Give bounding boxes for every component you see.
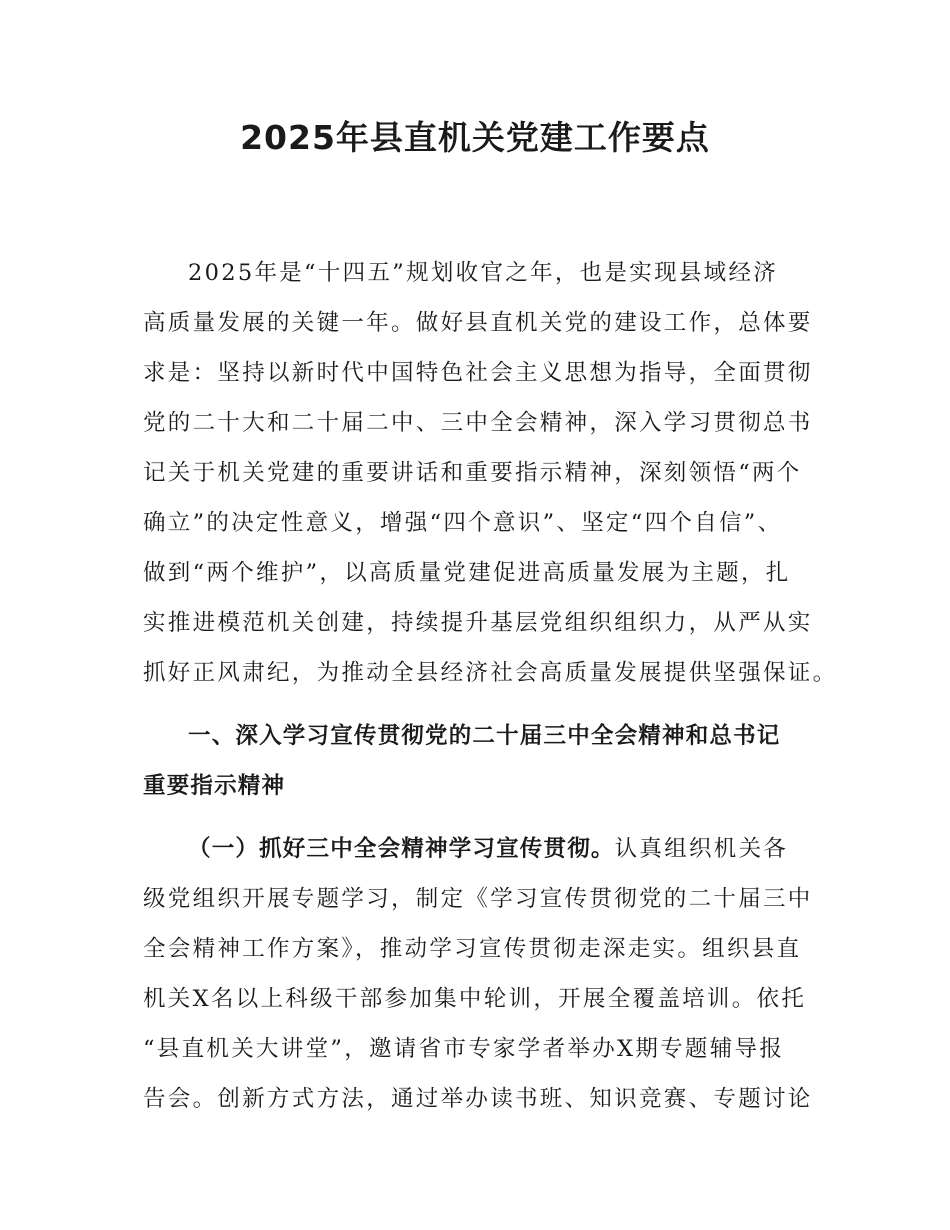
intro-line-5: 记关于机关党建的重要讲话和重要指示精神，深刻领悟“两个 bbox=[143, 460, 802, 486]
intro-line-2: 高质量发展的关键一年。做好县直机关党的建设工作，总体要 bbox=[143, 310, 813, 336]
intro-line-6: 确立”的决定性意义，增强“四个意识”、坚定“四个自信”、 bbox=[143, 510, 783, 536]
subsection-1-title: （一）抓好三中全会精神学习宣传贯彻。 bbox=[188, 836, 615, 862]
subsection-1-line-4: 机关X名以上科级干部参加集中轮训，开展全覆盖培训。依托 bbox=[143, 986, 807, 1012]
intro-line-8: 实推进模范机关创建，持续提升基层党组织组织力，从严从实 bbox=[143, 610, 813, 636]
intro-line-1: 2025年是“十四五”规划收官之年，也是实现县域经济 bbox=[188, 260, 779, 286]
document-title: 2025年县直机关党建工作要点 bbox=[240, 118, 710, 157]
intro-line-7: 做到“两个维护”，以高质量党建促进高质量发展为主题，扎 bbox=[143, 560, 791, 586]
subsection-1-line-3: 全会精神工作方案》，推动学习宣传贯彻走深走实。组织县直 bbox=[143, 936, 802, 962]
subsection-1-line-1 bbox=[188, 834, 788, 864]
intro-line-3: 求是：坚持以新时代中国特色社会主义思想为指导，全面贯彻 bbox=[143, 360, 813, 386]
subsection-1-line-5: “县直机关大讲堂”，邀请省市专家学者举办X期专题辅导报 bbox=[143, 1036, 785, 1062]
intro-line-4: 党的二十大和二十届二中、三中全会精神，深入学习贯彻总书 bbox=[143, 410, 813, 436]
subsection-1-line-6: 告会。创新方式方法，通过举办读书班、知识竞赛、专题讨论 bbox=[143, 1086, 813, 1112]
section-1-heading-line-2: 重要指示精神 bbox=[143, 773, 286, 799]
intro-line-9: 抓好正风肃纪，为推动全县经济社会高质量发展提供坚强保证。 bbox=[143, 660, 838, 686]
subsection-1-line-2: 级党组织开展专题学习，制定《学习宣传贯彻党的二十届三中 bbox=[143, 886, 813, 912]
section-1-heading-line-1: 一、深入学习宣传贯彻党的二十届三中全会精神和总书记 bbox=[188, 723, 781, 749]
subsection-1-first-rest: 认真组织机关各 bbox=[614, 836, 789, 862]
